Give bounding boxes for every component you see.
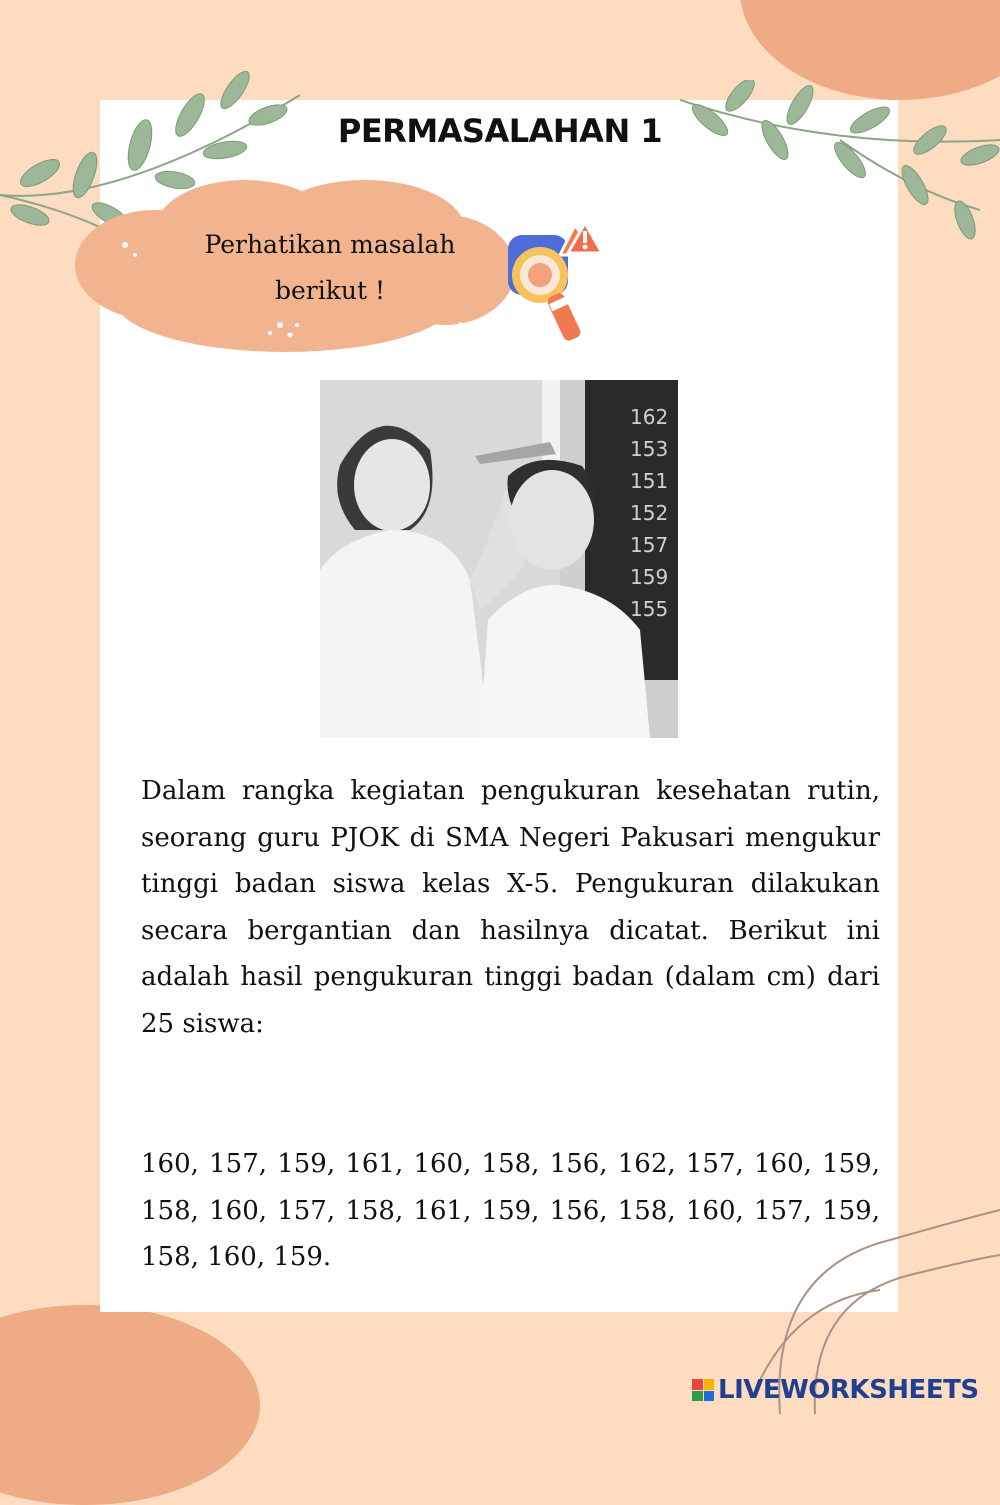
liveworksheets-logo-icon [692,1379,714,1401]
liveworksheets-brand [692,1373,979,1407]
brand-name: LIVEWORKSHEETS [718,1375,979,1405]
board-number: 152 [630,501,669,525]
page-title: PERMASALAHAN 1 [337,112,663,150]
board-number: 157 [630,533,669,557]
decor-blob-bottom [0,1305,260,1505]
board-number: 155 [630,597,669,621]
magnifier-warning-icon [500,215,620,355]
height-measurement-photo [320,380,678,738]
board-number: 162 [630,405,669,429]
board-number: 151 [630,469,669,493]
callout-line-1: Perhatikan masalah [204,230,456,259]
board-number: 159 [630,565,669,589]
callout-line-2: berikut ! [274,276,386,305]
board-number: 153 [630,437,669,461]
problem-paragraph: Dalam rangka kegiatan pengukuran kesehatan rutin, seorang guru PJOK di SMA Negeri Pakusari mengukur tinggi badan siswa kelas X-5. Pengukuran dilakukan secara bergantian dan hasilnya dicatat. Berikut ini adalah hasil pengukuran tinggi badan (dalam cm) dari 25 siswa: [141,776,880,1039]
callout-text [150,222,510,314]
height-data-list: 160, 157, 159, 161, 160, 158, 156, 162, 157, 160, 159, 158, 160, 157, 158, 161, 159, 156, 158, 160, 157, 159, 158, 160, 159. [141,1149,880,1272]
leaf-branch-right-icon [680,80,1000,250]
